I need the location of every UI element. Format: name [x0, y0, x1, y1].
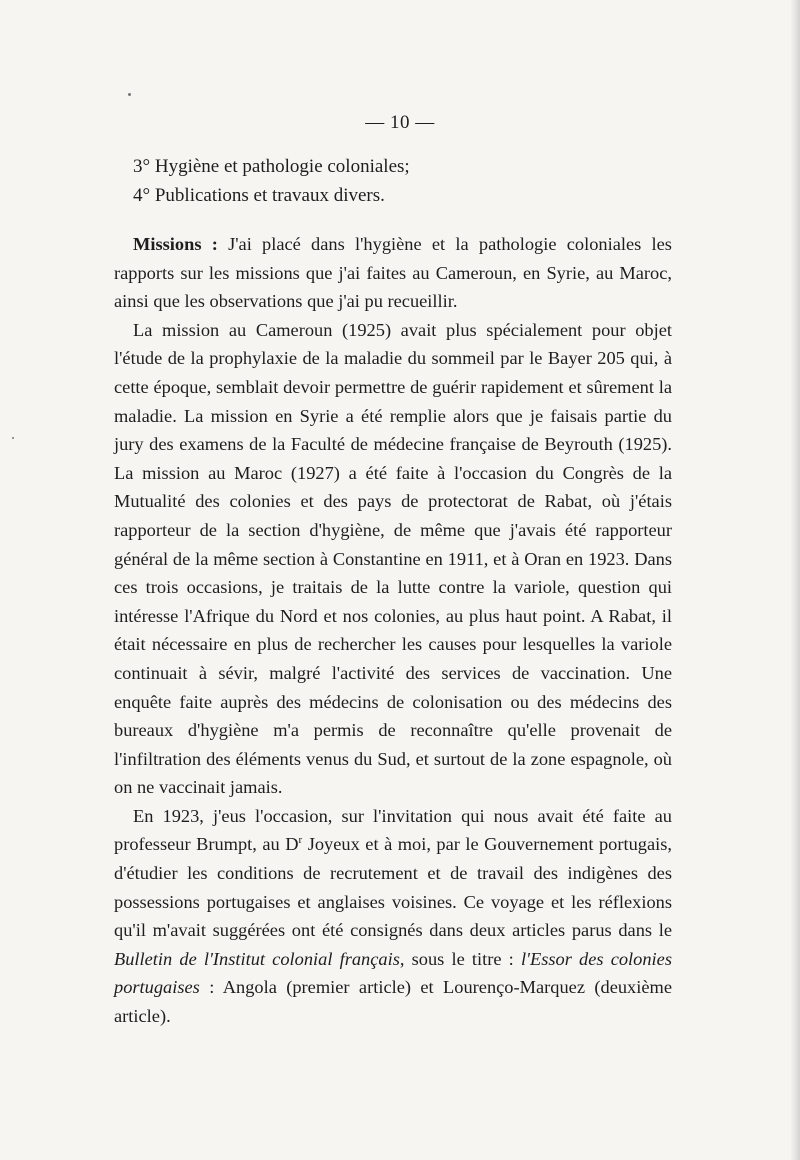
paragraph-portugal-trip [114, 802, 672, 1031]
list-item: 4° Publications et travaux divers. [133, 185, 385, 206]
page-number: — 10 — [365, 112, 435, 133]
page-edge-shadow [790, 0, 800, 1160]
scan-speck [12, 437, 14, 439]
paragraph-missions-intro [114, 230, 672, 316]
superscript: r [298, 834, 303, 847]
paragraph-text: J'ai placé dans l'hygiène et la pathologie coloniales les rapports sur les missions que j'ai faites au Cameroun, en Syrie, au Maroc, ainsi que les observations que j'ai pu recueillir. [114, 234, 672, 312]
paragraph-text: : Angola (premier article) et Lourenço-Marquez (deuxième article). [114, 977, 672, 1027]
paragraph-text: La mission au Cameroun (1925) avait plus spécialement pour objet l'étude de la prophylaxie de la maladie du sommeil par le Bayer 205 qui, à cette époque, semblait devoir permettre de guérir rapidement et sûrement la maladie. La mission en Syrie a été remplie alors que je faisais partie du jury des examens de la Faculté de médecine française de Beyrouth (1925). La mission au Maroc (1927) a été faite à l'occasion du Congrès de la Mutualité des colonies et des pays de protectorat de Rabat, où j'étais rapporteur de la section d'hygiène, de même que j'avais été rapporteur général de la même section à Constantine en 1911, et à Oran en 1923. Dans ces trois occasions, je traitais de la lutte contre la variole, question qui intéresse l'Afrique du Nord et nos colonies, au plus haut point. A Rabat, il était nécessaire en plus de rechercher les causes pour lesquelles la variole continuait à sévir, malgré l'activité des services de vaccination. Une enquête faite auprès des médecins de colonisation ou des médecins des bureaux d'hygiène m'a permis de reconnaître qu'elle provenait de l'infiltration des éléments venus du Sud, et surtout de la zone espagnole, où on ne vaccinait jamais. [114, 319, 672, 798]
paragraph-missions-detail [114, 316, 672, 802]
journal-title: Bulletin de l'Institut colonial français [114, 948, 400, 969]
scan-speck [128, 93, 131, 96]
paragraph-text: , sous le titre : [399, 948, 514, 969]
section-list [133, 152, 693, 210]
paragraph-text: Joyeux et à moi, par le Gouvernement portugais, d'étudier les conditions de recrutement et de travail des indigènes des possessions portugaises et anglaises voisines. Ce voyage et les réflexions qu'il m'avait suggérées ont été consignés dans deux articles parus dans le [114, 834, 673, 941]
paragraph-text: En 1923, j'eus l'occasion, sur l'invitation qui nous avait été faite au professeur Brumpt, au D [114, 805, 672, 855]
list-item: 3° Hygiène et pathologie coloniales; [133, 156, 410, 177]
body-text [114, 230, 672, 1031]
missions-label: Missions : [133, 234, 218, 254]
article-title: l'Essor des colonies portugaises [114, 948, 672, 998]
